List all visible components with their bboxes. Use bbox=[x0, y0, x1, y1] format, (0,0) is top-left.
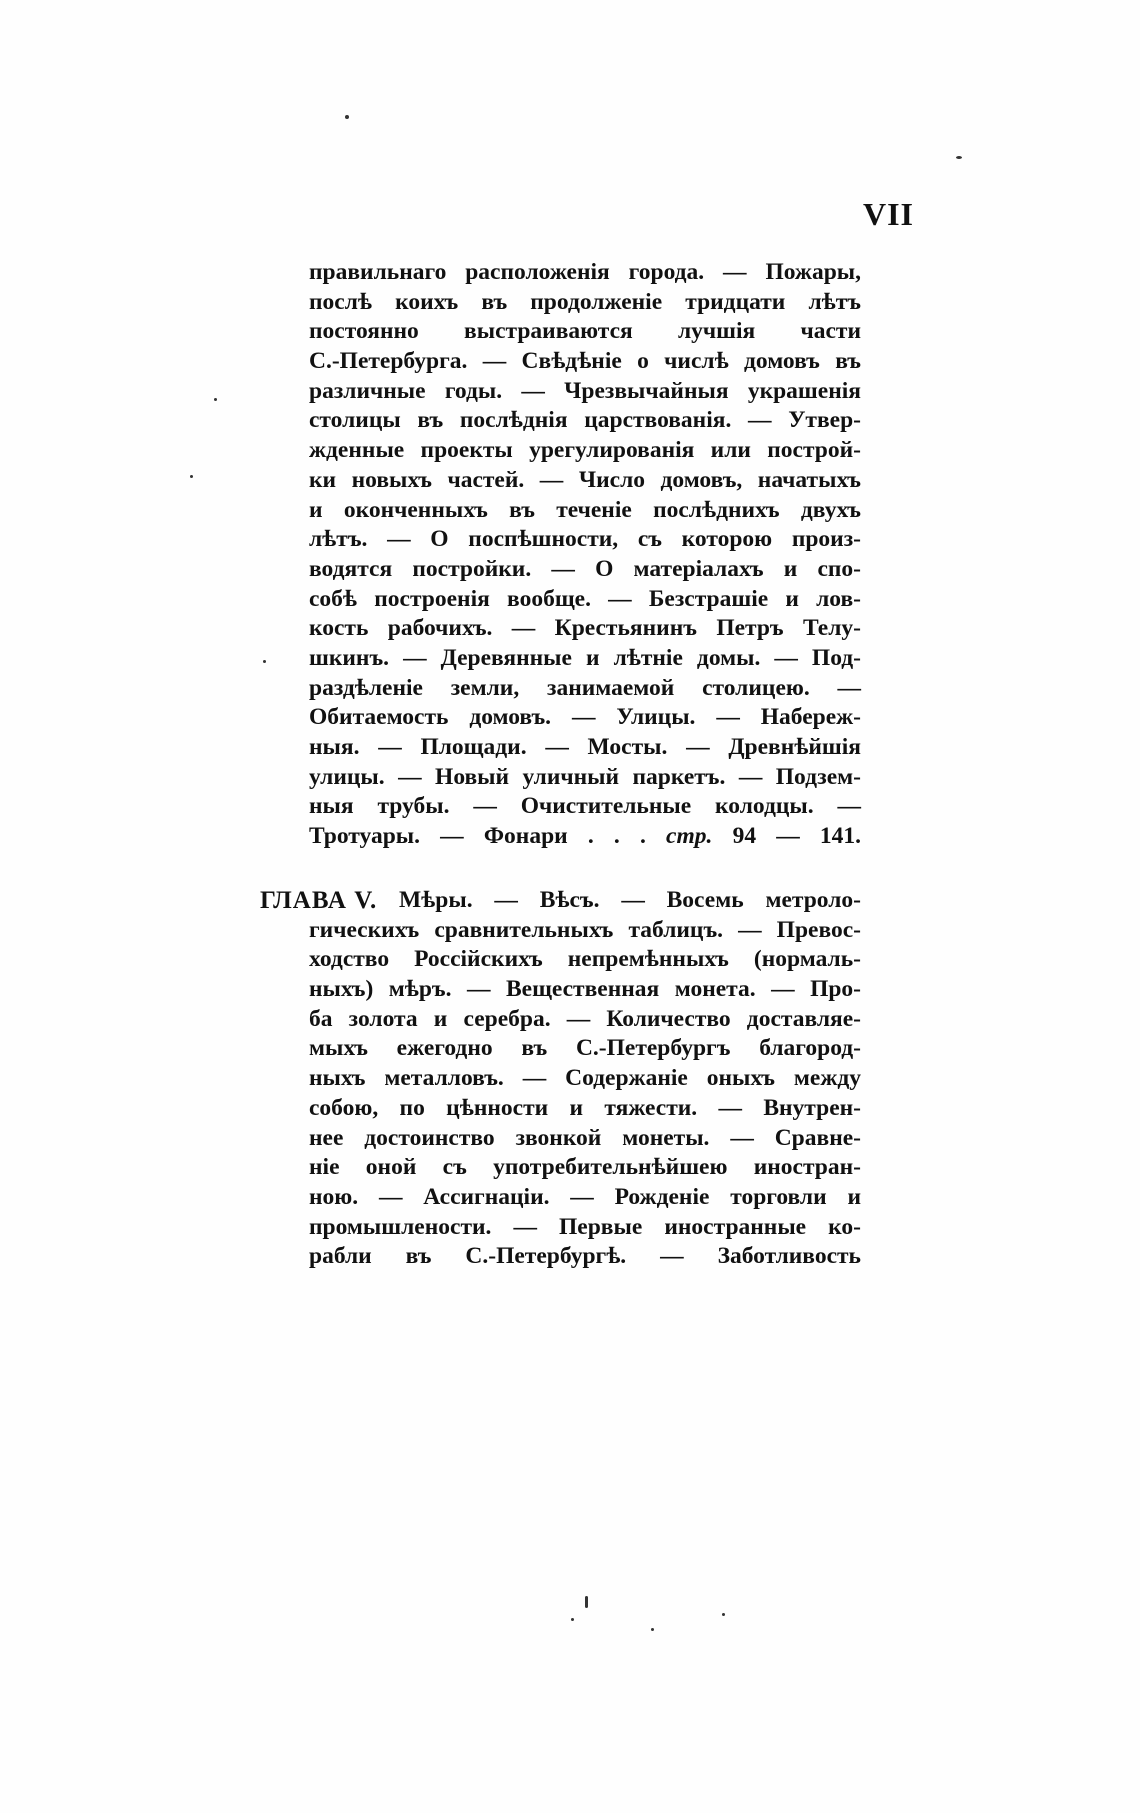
text-line: жденные проекты урегулированія или построй- bbox=[309, 437, 861, 464]
final-line bbox=[309, 822, 861, 852]
scan-speck bbox=[571, 1618, 574, 1621]
text-line: Мѣры. — Вѣсъ. — Восемь метроло- bbox=[399, 887, 861, 913]
text-line: ныхъ) мѣръ. — Вещественная монета. — Про- bbox=[309, 976, 861, 1003]
text-line: собѣ построенія вообще. — Безстрашіе и лов- bbox=[309, 585, 861, 612]
scan-speck bbox=[345, 115, 349, 119]
text-line: ходство Россійскихъ непремѣнныхъ (нормаль- bbox=[309, 946, 861, 973]
text-line: нее достоинство звонкой монеты. — Сравне- bbox=[309, 1124, 861, 1151]
text-line: раздѣленіе земли, занимаемой столицею. — bbox=[309, 674, 861, 701]
section-2-text bbox=[309, 886, 861, 1272]
scan-speck bbox=[722, 1613, 725, 1616]
text-line: и оконченныхъ въ теченіе послѣднихъ двухъ bbox=[309, 496, 861, 523]
page-ref-range: 94 — 141. bbox=[732, 823, 862, 850]
text-line: гическихъ сравнительныхъ таблицъ. — Превос- bbox=[309, 916, 861, 943]
text-line: лѣтъ. — О поспѣшности, съ которою произ- bbox=[309, 526, 861, 553]
text-line: собою, по цѣнности и тяжести. — Внутрен- bbox=[309, 1094, 861, 1121]
page-ref-label: стр. bbox=[666, 823, 713, 850]
text-line: различные годы. — Чрезвычайныя украшенія bbox=[309, 377, 861, 404]
scan-speck bbox=[190, 475, 193, 478]
scan-speck bbox=[214, 398, 217, 401]
scan-speck bbox=[956, 156, 962, 159]
text-line: мыхъ ежегодно въ С.-Петербургъ благород- bbox=[309, 1035, 861, 1062]
page-number: VII bbox=[862, 196, 914, 232]
text-line: С.-Петербурга. — Свѣдѣніе о числѣ домовъ въ bbox=[309, 348, 861, 375]
chapter-heading: ГЛАВА V. bbox=[260, 887, 378, 914]
text-line: ки новыхъ частей. — Число домовъ, начатыхъ bbox=[309, 466, 861, 493]
text-line: кость рабочихъ. — Крестьянинъ Петръ Телу- bbox=[309, 615, 861, 642]
section-1-text bbox=[309, 258, 861, 852]
text-line: ныя трубы. — Очистительные колодцы. — bbox=[309, 793, 861, 820]
text-line: постоянно выстраиваются лучшія части bbox=[309, 318, 861, 345]
text-line: промышлености. — Первые иностранные ко- bbox=[309, 1213, 861, 1240]
text-line: правильнаго расположенія города. — Пожары, bbox=[309, 259, 861, 285]
text-line: послѣ коихъ въ продолженіе тридцати лѣтъ bbox=[309, 288, 861, 315]
text-line: ба золота и серебра. — Количество доставляе- bbox=[309, 1005, 861, 1032]
scan-speck bbox=[651, 1628, 654, 1631]
text-line: ною. — Ассигнаціи. — Рожденіе торговли и bbox=[309, 1183, 861, 1210]
text-line: ныя. — Площади. — Мосты. — Древнѣйшія bbox=[309, 734, 861, 760]
text-line: улицы. — Новый уличный паркетъ. — Подзем- bbox=[309, 763, 861, 790]
text-line: столицы въ послѣднія царствованія. — Утвер- bbox=[309, 407, 861, 434]
text-line: ніе оной съ употребительнѣйшею иностран- bbox=[309, 1154, 861, 1181]
text-line: шкинъ. — Деревянные и лѣтніе домы. — Под- bbox=[309, 644, 861, 671]
scan-speck bbox=[263, 660, 266, 663]
text-line: Обитаемость домовъ. — Улицы. — Набереж- bbox=[309, 704, 861, 731]
text-line: ныхъ металловъ. — Содержаніе оныхъ между bbox=[309, 1065, 861, 1092]
text-line: рабли въ С.-Петербургѣ. — Заботливость bbox=[309, 1243, 861, 1270]
final-line-text: Тротуары. — Фонари . . . bbox=[309, 823, 646, 850]
scan-speck bbox=[585, 1596, 588, 1608]
text-line: водятся постройки. — О матеріалахъ и спо- bbox=[309, 555, 861, 582]
